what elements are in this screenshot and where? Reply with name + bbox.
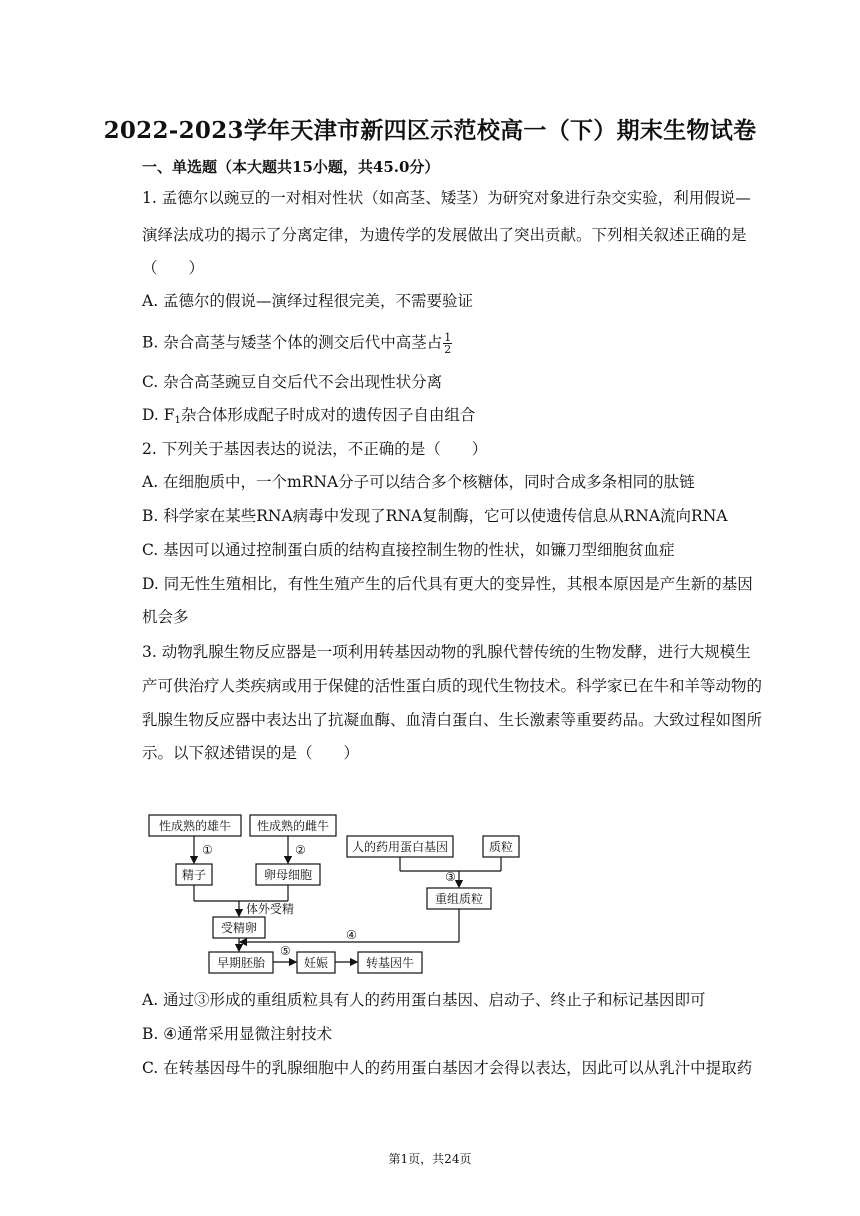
q1-option-d: D. $F_1$杂合体形成配子时成对的遗传因子自由组合 [142,406,476,426]
q3-option-b: B. ④通常采用显微注射技术 [142,1025,333,1043]
step-4-label: ④ [346,928,357,942]
q2-option-a: A. 在细胞质中，一个mRNA分子可以结合多个核糖体，同时合成多条相同的肽链 [142,473,695,491]
sperm-label: 精子 [181,868,207,882]
female-bull-label: 性成熟的雌牛 [256,819,330,833]
q3-option-c: C. 在转基因母牛的乳腺细胞中人的药用蛋白基因才会得以表达，因此可以从乳汁中提取药 [142,1059,753,1077]
q2-option-d-line1: D. 同无性生殖相比，有性生殖产生的后代具有更大的变异性，其根本原因是产生新的基因 [142,575,753,593]
q2-option-d-line2: 机会多 [142,608,189,626]
pregnancy-label: 妊娠 [303,956,329,970]
q2-option-c: C. 基因可以通过控制蛋白质的结构直接控制生物的性状，如镰刀型细胞贫血症 [142,541,675,559]
male-bull-label: 性成熟的雄牛 [158,819,232,833]
q3-option-a: A. 通过③形成的重组质粒具有人的药用蛋白基因、启动子、终止子和标记基因即可 [142,991,706,1009]
step-2-label: ② [295,843,306,857]
transgenic-cow-label: 转基因牛 [365,956,415,970]
process-diagram [140,805,540,981]
step-3-label: ③ [445,870,456,884]
page-title: 2022-2023学年天津市新四区示范校高一（下）期末生物试卷 [103,117,757,144]
q2-option-b: B. 科学家在某些RNA病毒中发现了RNA复制酶，它可以使遗传信息从RNA流向RNA [142,507,728,525]
human-gene-label: 人的药用蛋白基因 [351,840,449,854]
plasmid-label: 质粒 [488,840,514,854]
q3-stem-line2: 产可供治疗人类疾病或用于保健的活性蛋白质的现代生物技术。科学家已在牛和羊等动物的 [142,677,763,695]
early-embryo-label: 早期胚胎 [216,956,266,970]
step-1-label: ① [202,843,213,857]
section-heading: 一、单选题（本大题共15小题，共45.0分） [142,158,440,176]
fraction: $\frac{1}{2}$ [444,331,452,356]
q3-stem-line1: 3. 动物乳腺生物反应器是一项利用转基因动物的乳腺代替传统的生物发酵，进行大规模生 [142,643,751,661]
ivf-label: 体外受精 [246,902,295,916]
recombinant-plasmid-label: 重组质粒 [434,892,484,906]
q2-stem: 2. 下列关于基因表达的说法，不正确的是（ ） [142,440,488,458]
page-footer: 第1页，共24页 [388,1152,472,1166]
step-5-label: ⑤ [280,944,291,958]
q1-stem-line3: （ ） [142,259,205,277]
oocyte-label: 卵母细胞 [263,868,313,882]
q1-option-c: C. 杂合高茎豌豆自交后代不会出现性状分离 [142,373,443,391]
zygote-label: 受精卵 [220,921,258,935]
q1-stem-line1: 1. 孟德尔以豌豆的一对相对性状（如高茎、矮茎）为研究对象进行杂交实验，利用假说— [142,189,751,207]
q1-option-a: A. 孟德尔的假说—演绎过程很完美，不需要验证 [142,292,474,310]
q3-stem-line4: 示。以下叙述错误的是（ ） [142,744,360,762]
q3-stem-line3: 乳腺生物反应器中表达出了抗凝血酶、血清白蛋白、生长激素等重要药品。大致过程如图所 [142,711,763,729]
q1-stem-line2: 演绎法成功的揭示了分离定律，为遗传学的发展做出了突出贡献。下列相关叙述正确的是 [142,226,747,244]
q1-option-b: B. 杂合高茎与矮茎个体的测交后代中高茎占 $\frac{1}{2}$ [142,331,452,356]
